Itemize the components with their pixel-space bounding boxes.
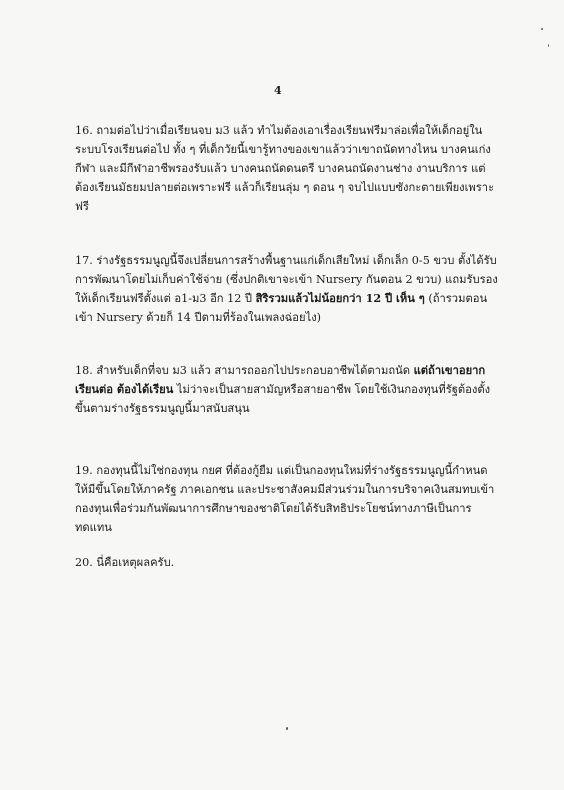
paragraph-17-emphasis: สิริรวมแล้วไม่น้อยกว่า 12 ปี เห็น ๆ — [255, 291, 425, 305]
paragraph-17 — [75, 251, 500, 327]
paragraph-17-text-end: (ถ้ารวมตอนเข้า Nursery ด้วยก็ 14 ปีตามที่ร้องในเพลงฉ่อยไง) — [75, 292, 488, 324]
page-number: 4 — [274, 84, 282, 97]
paragraph-20 — [75, 553, 500, 572]
paragraph-18-text-end: ไม่ว่าจะเป็นสายสามัญหรือสายอาชีพ โดยใช้เงินกองทุนที่รัฐต้องตั้งขึ้นตามร่างรัฐธรรมนูญนี้มาสนับสนุน — [75, 383, 491, 415]
paragraph-18 — [75, 361, 500, 418]
paragraph-16 — [75, 121, 500, 216]
paragraph-20-text: 20. นี่คือเหตุผลครับ. — [75, 556, 175, 569]
paragraph-18-emphasis: แต่ถ้าเขาอยากเรียนต่อ ต้องได้เรียน — [75, 363, 486, 396]
paragraph-17-text: 17. ร่างรัฐธรรมนูญนี้จึงเปลี่ยนการสร้างพื้นฐานแก่เด็กเสียใหม่ เด็กเล็ก 0-5 ขวบ ตั้งได้รับการพัฒนาโดยไม่เก็บค่าใช้จ่าย (ซึ่งปกติเขาจะเข้า Nursery กันตอน 2 ขวบ) แถมรับรองให้เด็กเรียนฟรีตั้งแต่ อ1-ม3 อีก 12 ปี — [75, 254, 498, 305]
paragraph-16-text: 16. ถามต่อไปว่าเมื่อเรียนจบ ม3 แล้ว ทำไมต้องเอาเรื่องเรียนฟรีมาล่อเพื่อให้เด็กอยู่ในระบบโรงเรียนต่อไป ทั้ง ๆ ที่เด็กวัยนี้เขารู้ทางของเขาแล้วว่าเขาถนัดทางไหน บางคนเก่งกีฬา และมีกีฬาอาชีพรองรับแล้ว บางคนถนัดดนตรี บางคนถนัดงานช่าง งานบริการ แต่ต้องเรียนมัธยมปลายต่อเพราะฟรี แล้วก็เรียนลุ่ม ๆ ดอน ๆ จบไปแบบซังกะตายเพียงเพราะฟรี — [75, 124, 495, 213]
paragraph-19-text: 19. กองทุนนี้ไม่ใช่กองทุน กยศ ที่ต้องกู้ยืม แต่เป็นกองทุนใหม่ที่ร่างรัฐธรรมนูญนี้กำหนดให้มีขึ้นโดยให้ภาครัฐ ภาคเอกชน และประชาสังคมมีส่วนร่วมในการบริจาคเงินสมทบเข้ากองทุนเพื่อร่วมกันพัฒนาการศึกษาของชาติโดยได้รับสิทธิประโยชน์ทางภาษีเป็นการทดแทน — [75, 464, 495, 534]
scan-speck — [541, 28, 543, 30]
paragraph-19 — [75, 461, 500, 537]
paragraph-18-text: 18. สำหรับเด็กที่จบ ม3 แล้ว สามารถออกไปประกอบอาชีพได้ตามถนัด — [75, 364, 414, 377]
scan-speck — [548, 44, 549, 47]
scan-speck — [286, 727, 288, 730]
